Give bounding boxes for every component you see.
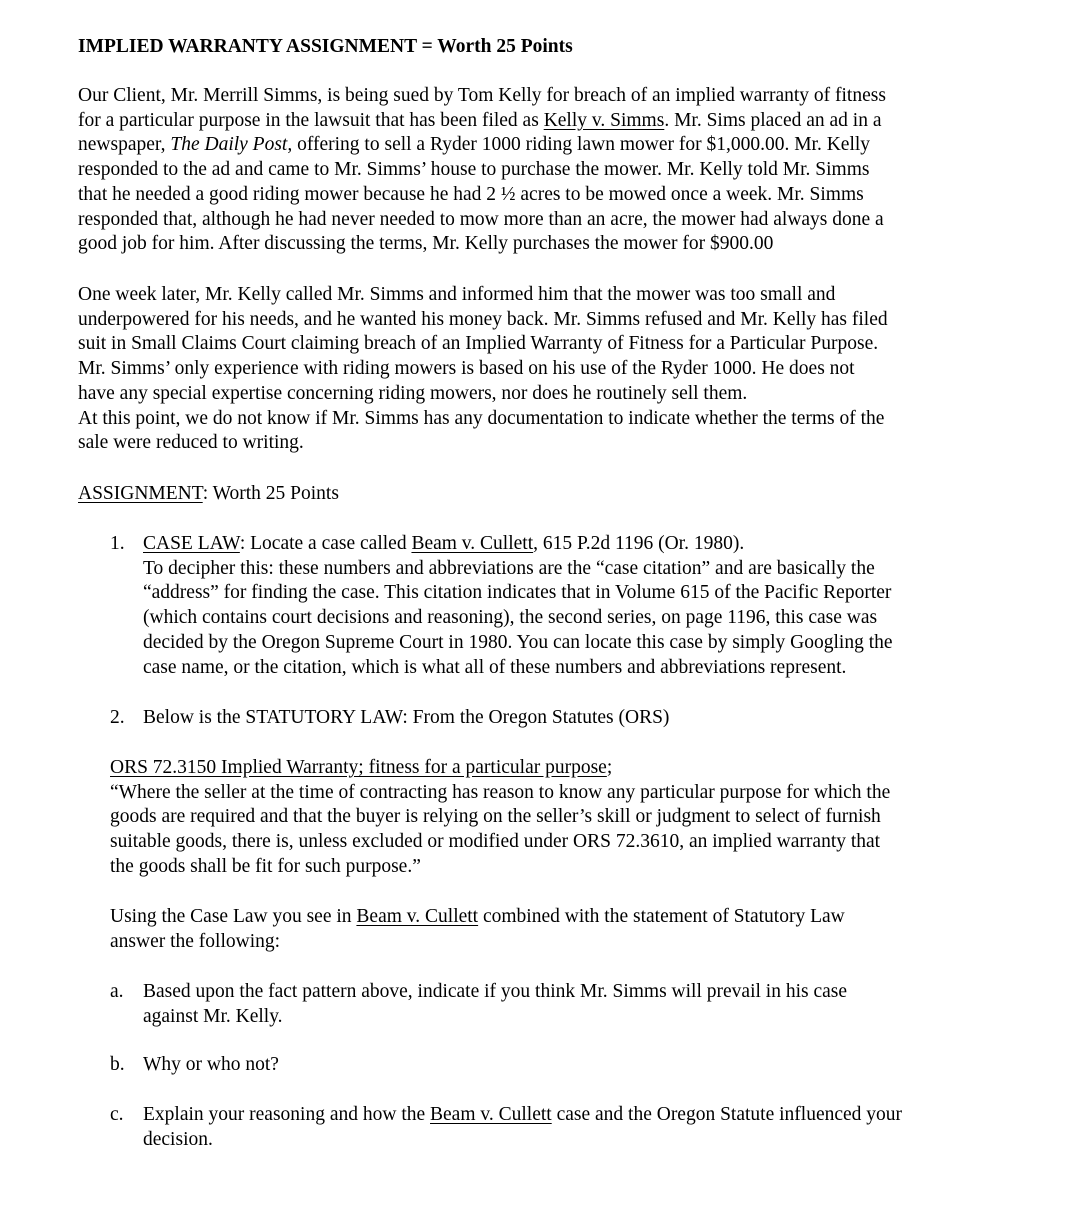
text: offering to sell a Ryder 1000 riding lawn mower for $1,000.00. Mr. Kelly [292,134,871,156]
case-law-line: (which contains court decisions and reasoning), the second series, on page 1196, this case was [143,607,878,629]
facts-p1-line [78,158,990,183]
facts-p2-line: At this point, we do not know if Mr. Simms has any documentation to indicate whether the terms of the [78,407,885,429]
text: combined with the statement of Statutory Law [478,906,845,927]
case-citation: , 615 P.2d 1196 (Or. 1980). [533,533,745,554]
case-law-line: “address” for finding the case. This citation indicates that in Volume 615 of the Pacific Reporter [143,582,892,604]
text: Explain your reasoning and how the [143,1104,431,1125]
case-law-heading-line [143,532,993,557]
list-number-2: 2. [110,707,125,728]
statute-line: goods are required and that the buyer is relying on the seller’s skill or judgment to select of furnish [110,806,881,828]
assignment-label: ASSIGNMENT [78,483,203,504]
facts-paragraph-1 [78,84,990,257]
facts-p1-line [78,183,990,208]
facts-p2-line: One week later, Mr. Kelly called Mr. Simms and informed him that the mower was too small and [78,284,836,305]
facts-p2-line: Mr. Simms’ only experience with riding mowers is based on his use of the Ryder 1000. He does not [78,358,855,380]
newspaper-name: The Daily Post, [170,134,293,156]
facts-p2-line: have any special expertise concerning riding mowers, nor does he routinely sell them. [78,382,748,404]
facts-p2-line: underpowered for his needs, and he wanted his money back. Mr. Simms refused and Mr. Kelly has filed [78,308,888,330]
text: case and the Oregon Statute influenced your [551,1104,903,1125]
question-c [143,1103,993,1152]
text: that he needed a good riding mower because he had 2 ½ acres to be mowed once a week. Mr. Simms [78,183,864,205]
question-letter-b: b. [110,1054,125,1075]
question-line: against Mr. Kelly. [143,1005,283,1027]
facts-p1-line [78,109,990,134]
statute-line: “Where the seller at the time of contracting has reason to know any particular purpose for which the [110,781,891,803]
text: newspaper, [78,134,171,156]
facts-p1-line [78,232,990,257]
case-law-line: To decipher this: these numbers and abbreviations are the “case citation” and are basically the [143,557,875,579]
instructions-line [110,905,990,930]
case-law-item [143,532,993,680]
assignment-points: : Worth 25 Points [202,483,339,504]
case-name-kelly-v-simms: Kelly v. Simms [543,109,665,131]
facts-p1-line [78,208,990,233]
case-name-beam-v-cullett: Beam v. Cullett [411,533,534,554]
text: for a particular purpose in the lawsuit that has been filed as [78,109,544,131]
text: good job for him. After discussing the terms, Mr. Kelly purchases the mower for $900.00 [78,233,774,255]
question-line [143,1103,993,1128]
facts-p1-line [78,133,990,158]
facts-p2-line: sale were reduced to writing. [78,432,304,454]
instructions-line: answer the following: [110,930,281,952]
statute-heading: ORS 72.3150 Implied Warranty; fitness for a particular purpose [110,757,607,778]
question-letter-a: a. [110,981,124,1002]
statute-block [110,756,990,880]
case-law-heading: CASE LAW [143,533,240,554]
text: Our Client, Mr. Merrill Simms, is being sued by Tom Kelly for breach of an implied warranty of fitness [78,85,886,106]
question-line: Based upon the fact pattern above, indicate if you think Mr. Simms will prevail in his case [143,981,848,1002]
text: responded to the ad and came to Mr. Simms’ house to purchase the mower. Mr. Kelly told Mr. Simms [78,159,870,181]
facts-p1-line [78,84,990,109]
list-number-1: 1. [110,533,125,554]
text: ; [606,757,613,778]
text: . Mr. Sims placed an ad in a [664,109,882,131]
statute-heading-line [110,756,990,781]
statutory-law-item: Below is the STATUTORY LAW: From the Oregon Statutes (ORS) [143,707,670,728]
facts-p2-line: suit in Small Claims Court claiming breach of an Implied Warranty of Fitness for a Particular Purpose. [78,333,879,355]
statute-line: suitable goods, there is, unless excluded or modified under ORS 72.3610, an implied warranty that [110,831,881,853]
facts-paragraph-2 [78,283,990,456]
text: : Locate a case called [239,533,412,554]
statute-line: the goods shall be fit for such purpose.” [110,855,421,877]
instructions-paragraph [110,905,990,954]
case-name-beam-v-cullett: Beam v. Cullett [430,1104,552,1125]
question-a [143,980,993,1029]
case-law-line: case name, or the citation, which is what all of these numbers and abbreviations represent. [143,656,847,678]
question-letter-c: c. [110,1104,124,1125]
document-title: IMPLIED WARRANTY ASSIGNMENT = Worth 25 Points [78,36,573,57]
question-line: decision. [143,1128,213,1150]
case-law-line: decided by the Oregon Supreme Court in 1980. You can locate this case by simply Googling the [143,631,893,653]
case-name-beam-v-cullett: Beam v. Cullett [356,906,479,927]
text: responded that, although he had never needed to mow more than an acre, the mower had always done a [78,208,884,230]
text: Using the Case Law you see in [110,906,357,927]
assignment-heading [78,482,990,507]
question-b: Why or who not? [143,1054,279,1075]
